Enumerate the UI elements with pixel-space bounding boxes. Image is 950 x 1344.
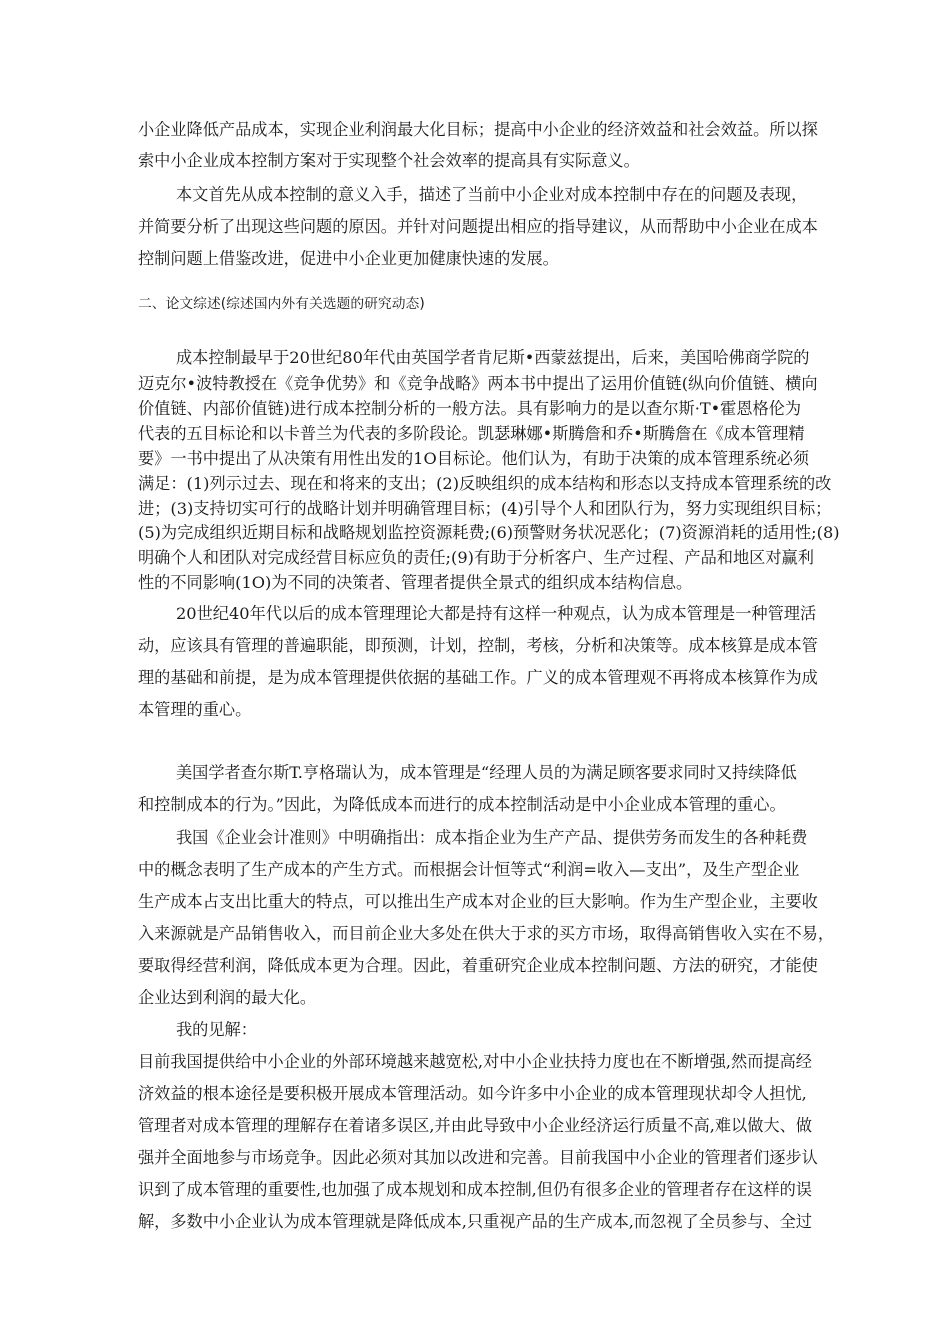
review-paragraph-1-line: 性的不同影响(1O)为不同的决策者、管理者提供全景式的组织成本结构信息。 [138, 573, 693, 592]
review-paragraph-1-line: 要》一书中提出了从决策有用性出发的1O目标论。他们认为，有助于决策的成本管理系统必须 [138, 449, 810, 468]
intro-paragraph-2-line: 控制问题上借鉴改进，促进中小企业更加健康快速的发展。 [138, 249, 559, 268]
intro-paragraph-2-line: 本文首先从成本控制的意义入手，描述了当前中小企业对成本控制中存在的问题及表现， [176, 185, 808, 204]
opinion-paragraph-line: 目前我国提供给中小企业的外部环境越来越宽松,对中小企业扶持力度也在不断增强,然而提高经 [138, 1052, 812, 1071]
review-paragraph-4-line: 入来源就是产品销售收入，而目前企业大多处在供大于求的买方市场，取得高销售收入实在不易， [138, 924, 835, 943]
opinion-paragraph-line: 管理者对成本管理的理解存在着诸多误区,并由此导致中小企业经济运行质量不高,难以做大、做 [138, 1116, 812, 1135]
review-paragraph-2-line: 20世纪40年代以后的成本管理理论大都是持有这样一种观点，认为成本管理是一种管理活 [176, 604, 817, 623]
intro-paragraph-1-line: 小企业降低产品成本，实现企业利润最大化目标；提高中小企业的经济效益和社会效益。所以探 [138, 120, 818, 139]
review-paragraph-2-line: 理的基础和前提，是为成本管理提供依据的基础工作。广义的成本管理观不再将成本核算作为成 [138, 668, 818, 687]
opinion-paragraph-line: 济效益的根本途径是要积极开展成本管理活动。如今许多中小企业的成本管理现状却令人担忧, [138, 1084, 807, 1103]
review-paragraph-3-line: 和控制成本的行为。”因此，为降低成本而进行的成本控制活动是中小企业成本管理的重心。 [138, 795, 786, 814]
review-paragraph-4-line: 我国《企业会计准则》中明确指出：成本指企业为生产产品、提供劳务而发生的各种耗费 [176, 828, 808, 847]
opinion-paragraph-line: 强并全面地参与市场竞争。因此必须对其加以改进和完善。目前我国中小企业的管理者们逐步认 [138, 1148, 818, 1167]
opinion-paragraph-line: 解，多数中小企业认为成本管理就是降低成本,只重视产品的生产成本,而忽视了全员参与、全过 [138, 1212, 812, 1231]
review-paragraph-1-line: 代表的五目标论和以卡普兰为代表的多阶段论。凯瑟琳娜•斯腾詹和乔•斯腾詹在《成本管理精 [138, 424, 805, 443]
opinion-paragraph-line: 识到了成本管理的重要性,也加强了成本规划和成本控制,但仍有很多企业的管理者存在这样的误 [138, 1180, 812, 1199]
review-paragraph-1-line: 迈克尔•波特教授在《竞争优势》和《竞争战略》两本书中提出了运用价值链(纵向价值链、横向 [138, 374, 818, 393]
review-paragraph-4-line: 中的概念表明了生产成本的产生方式。而根据会计恒等式“利润=收入—支出”，及生产型企业 [138, 860, 800, 879]
review-paragraph-4-line: 要取得经营利润，降低成本更为合理。因此，着重研究企业成本控制问题、方法的研究，才能使 [138, 956, 818, 975]
review-paragraph-1-line: 明确个人和团队对完成经营目标应负的责任;(9)有助于分析客户、生产过程、产品和地区对赢利 [138, 548, 814, 567]
review-paragraph-1-line: 满足：(1)列示过去、现在和将来的支出；(2)反映组织的成本结构和形态以支持成本管理系统的改 [138, 474, 832, 493]
review-paragraph-1-line: 价值链、内部价值链)进行成本控制分析的一般方法。具有影响力的是以查尔斯·T•霍恩格伦为 [138, 399, 802, 418]
intro-paragraph-1-line: 索中小企业成本控制方案对于实现整个社会效率的提高具有实际意义。 [138, 151, 640, 170]
review-paragraph-2-line: 本管理的重心。 [138, 700, 252, 719]
opinion-label: 我的见解： [176, 1020, 257, 1039]
review-paragraph-3-line: 美国学者查尔斯T.亨格瑞认为，成本管理是“经理人员的为满足顾客要求同时又持续降低 [176, 763, 797, 782]
review-paragraph-4-line: 生产成本占支出比重大的特点，可以推出生产成本对企业的巨大影响。作为生产型企业，主要收 [138, 892, 818, 911]
review-paragraph-1-line: (5)为完成组织近期目标和战略规划监控资源耗费;(6)预警财务状况恶化；(7)资源消耗的适用性;(8) [138, 523, 840, 542]
intro-paragraph-2-line: 并简要分析了出现这些问题的原因。并针对问题提出相应的指导建议，从而帮助中小企业在成本 [138, 217, 818, 236]
section-heading: 二、论文综述(综述国内外有关选题的研究动态) [138, 296, 425, 312]
review-paragraph-4-line: 企业达到利润的最大化。 [138, 988, 317, 1007]
review-paragraph-2-line: 动，应该具有管理的普遍职能，即预测，计划，控制，考核，分析和决策等。成本核算是成本管 [138, 636, 818, 655]
review-paragraph-1-line: 成本控制最早于20世纪80年代由英国学者肯尼斯•西蒙兹提出，后来，美国哈佛商学院的 [176, 348, 810, 367]
review-paragraph-1-line: 进；(3)支持切实可行的战略计划并明确管理目标；(4)引导个人和团队行为，努力实现组织目标； [138, 499, 832, 518]
